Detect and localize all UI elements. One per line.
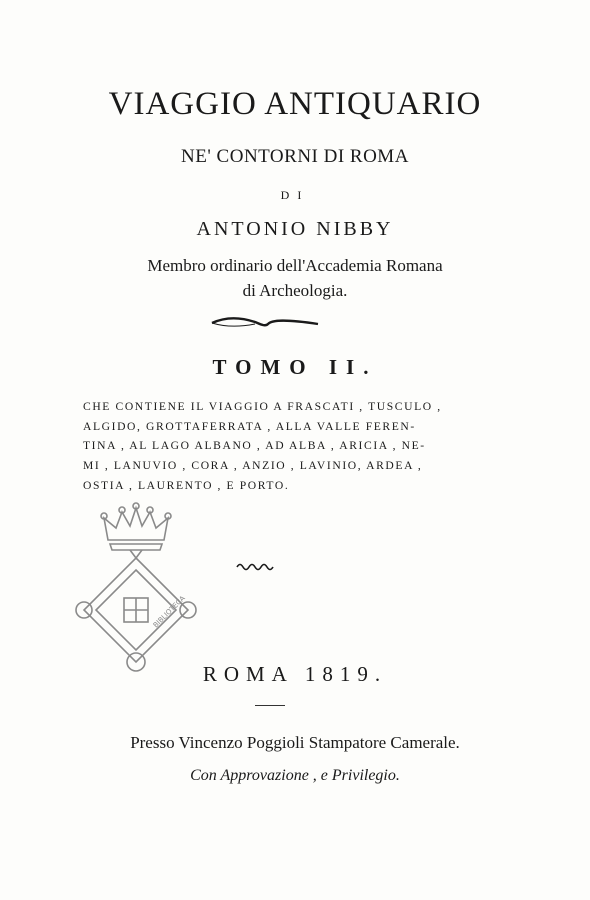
printer-line: Presso Vincenzo Poggioli Stampatore Camerale. bbox=[130, 733, 460, 752]
book-subtitle: NE' CONTORNI DI ROMA bbox=[181, 146, 409, 167]
volume-contents bbox=[83, 397, 523, 496]
by-label: DI bbox=[280, 188, 310, 202]
author-name: ANTONIO NIBBY bbox=[196, 218, 394, 240]
contents-line: MI , LANUVIO , CORA , ANZIO , LAVINIO, ARDEA , bbox=[83, 459, 423, 473]
contents-line: TINA , AL LAGO ALBANO , AD ALBA , ARICIA , NE- bbox=[83, 439, 426, 453]
author-affiliation-line-1: Membro ordinario dell'Accademia Romana bbox=[147, 256, 443, 275]
license-line: Con Approvazione , e Privilegio. bbox=[190, 767, 400, 784]
volume-number: TOMO II. bbox=[212, 355, 378, 379]
separator-rule bbox=[255, 705, 285, 706]
flourish-ornament bbox=[210, 315, 320, 331]
book-title: VIAGGIO ANTIQUARIO bbox=[108, 86, 482, 122]
library-stamp-emblem bbox=[70, 500, 200, 680]
small-ornament bbox=[236, 561, 276, 571]
contents-line: ALGIDO, GROTTAFERRATA , ALLA VALLE FEREN- bbox=[83, 419, 416, 433]
contents-line: OSTIA , LAURENTO , E PORTO. bbox=[83, 478, 290, 492]
stamp-text: BIBLIOTECA bbox=[151, 594, 187, 630]
place-and-year: ROMA 1819. bbox=[202, 662, 388, 686]
contents-line: CHE CONTIENE IL VIAGGIO A FRASCATI , TUSCULO , bbox=[83, 400, 442, 413]
author-affiliation-line-2: di Archeologia. bbox=[242, 281, 348, 300]
